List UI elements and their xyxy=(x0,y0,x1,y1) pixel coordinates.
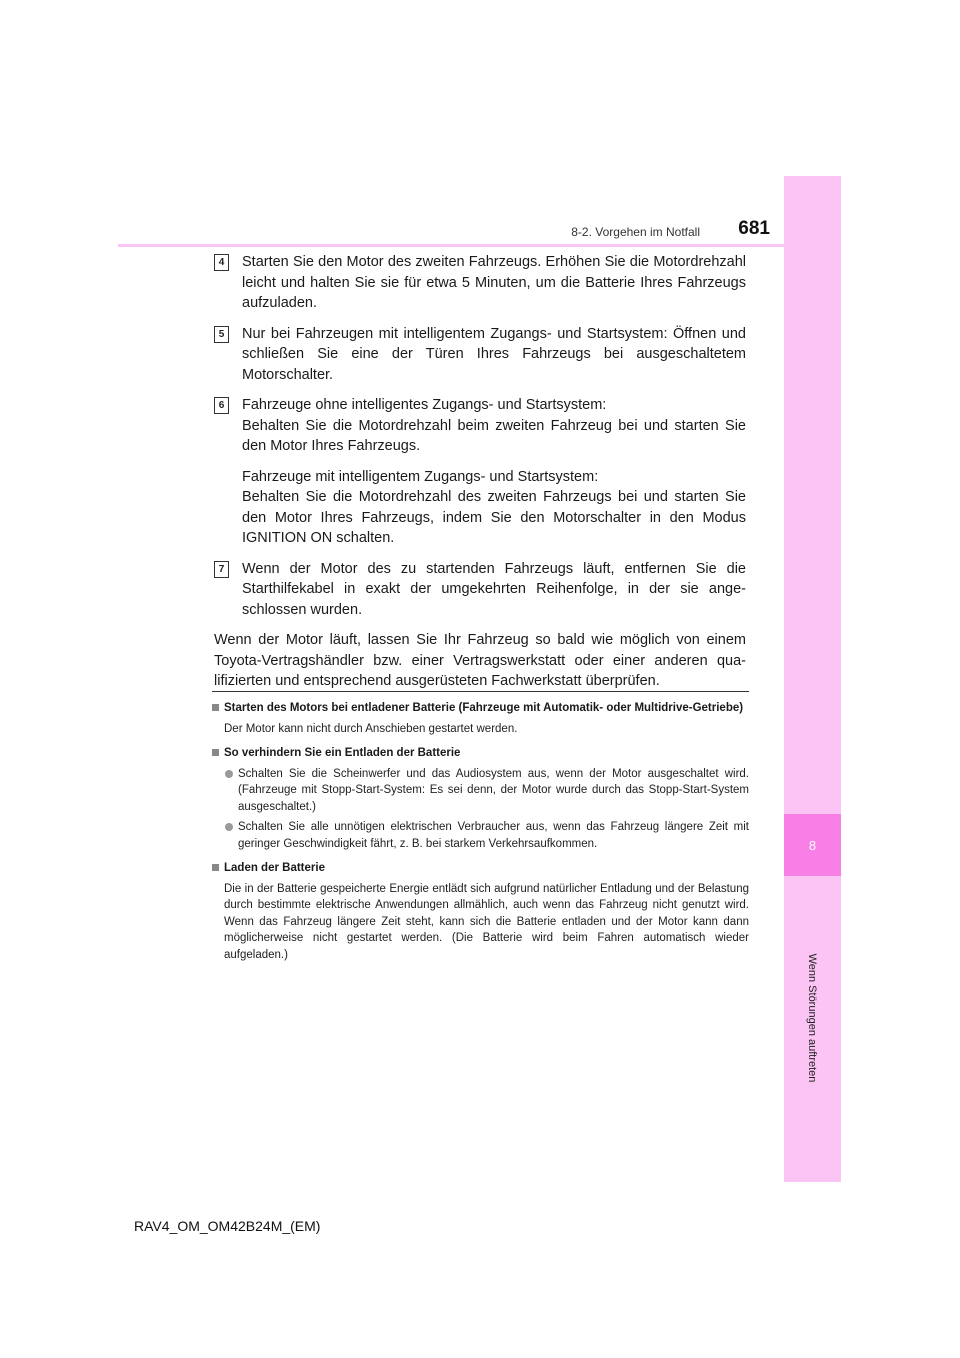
chapter-number: 8 xyxy=(808,837,817,853)
square-bullet-icon xyxy=(212,704,219,711)
page-number: 681 xyxy=(738,218,770,239)
notes-divider xyxy=(212,691,749,692)
step-5 xyxy=(214,324,746,386)
note-title: So verhindern Sie ein Entladen der Batterie xyxy=(224,747,461,759)
section-title: 8-2. Vorgehen im Notfall xyxy=(571,225,700,239)
step-number-box: 7 xyxy=(214,561,229,578)
header-rule xyxy=(118,244,841,247)
closing-paragraph: Wenn der Motor läuft, lassen Sie Ihr Fahrzeug so bald wie möglich von einem Toyota-Vertragshändler bzw. einer Vertragswerkstatt oder einer anderen qualifizierten und entsprechend ausgerüsteten Fachwerkstatt überprüfen. xyxy=(214,632,746,689)
list-item-text: Schalten Sie die Scheinwerfer und das Audiosystem aus, wenn der Motor ausgeschaltet wird. (Fahrzeuge mit Stopp-Start-System: Es sei denn, der Motor wurde durch das Stopp-Start-System ausgeschaltet.) xyxy=(238,767,749,813)
chapter-title: Wenn Störungen auftreten xyxy=(806,953,818,1083)
note-title: Starten des Motors bei entladener Batterie (Fahrzeuge mit Automatik- oder Multidrive-Getriebe) xyxy=(224,702,744,714)
chapter-number-tab[interactable] xyxy=(784,814,841,876)
note-charging xyxy=(212,860,749,963)
step-text: Behalten Sie die Motordrehzahl beim zweiten Fahrzeug bei und starten Sie den Motor Ihres Fahrzeugs. xyxy=(242,417,746,454)
document-code: RAV4_OM_OM42B24M_(EM) xyxy=(134,1218,321,1234)
step-text: Wenn der Motor des zu startenden Fahrzeugs läuft, entfernen Sie die Starthilfekabel in exakt der umgekehrten Reihenfolge, in der sie angeschlossen wurden. xyxy=(242,560,746,618)
step-6 xyxy=(214,395,746,549)
list-item xyxy=(212,766,749,816)
list-item xyxy=(212,819,749,852)
note-body: Die in der Batterie gespeicherte Energie entlädt sich aufgrund natürlicher Entladung und der Belastung durch bestimmte elektrische Anwendungen allmählich, auch wenn das Fahrzeug nicht genutzt wird. Wenn das Fahrzeug längere Zeit steht, kann sich die Batterie entladen und der Motor kann dann möglicherweise nicht gestartet werden. (Die Batterie wird beim Fahren automatisch wieder aufgeladen.) xyxy=(224,882,749,961)
step-number-box: 4 xyxy=(214,254,229,271)
square-bullet-icon xyxy=(212,749,219,756)
step-4 xyxy=(214,252,746,314)
note-title: Laden der Batterie xyxy=(224,862,325,874)
circle-bullet-icon xyxy=(225,770,233,778)
step-7 xyxy=(214,559,746,621)
step-text: Fahrzeuge ohne intelligentes Zugangs- und Startsystem: xyxy=(242,397,607,413)
square-bullet-icon xyxy=(212,864,219,871)
step-number-box: 5 xyxy=(214,326,229,343)
step-text: Fahrzeuge mit intelligentem Zugangs- und Startsystem: xyxy=(242,468,599,485)
step-text: Nur bei Fahrzeugen mit intelligentem Zugangs- und Startsystem: Öffnen und schließen Sie eine der Türen Ihres Fahrzeugs bei ausgeschaltetem Motorschalter. xyxy=(242,325,746,383)
step-number-box: 6 xyxy=(214,397,229,414)
note-prevent-discharge xyxy=(212,745,749,852)
notes-section xyxy=(212,700,749,971)
list-item-text: Schalten Sie alle unnötigen elektrischen Verbraucher aus, wenn das Fahrzeug längere Zeit mit geringer Geschwindigkeit fährt, z. B. bei starkem Verkehrsaufkommen. xyxy=(238,821,749,850)
step-text: Behalten Sie die Motordrehzahl des zweiten Fahrzeugs bei und starten Sie den Motor Ihres Fahrzeugs, indem Sie den Motorschalter in den Modus IGNITION ON schalten. xyxy=(242,489,746,546)
note-body: Der Motor kann nicht durch Anschieben gestartet werden. xyxy=(224,722,518,735)
note-engine-start xyxy=(212,700,749,737)
main-content xyxy=(214,252,746,692)
circle-bullet-icon xyxy=(225,823,233,831)
step-text: Starten Sie den Motor des zweiten Fahrzeugs. Erhöhen Sie die Motordrehzahl leicht und halten Sie sie für etwa 5 Minuten, um die Batterie Ihres Fahrzeugs aufzuladen. xyxy=(242,254,746,311)
